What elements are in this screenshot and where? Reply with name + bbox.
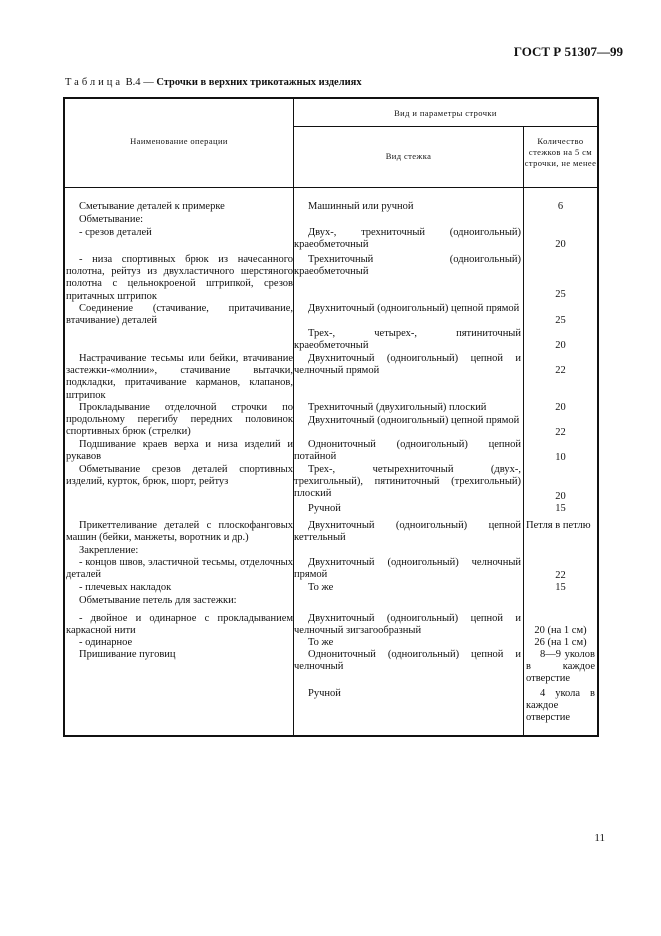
stitch-hand-a: Ручной — [308, 503, 341, 514]
op-buttonhole-heading: Обметывание петель для застежки: — [79, 595, 237, 606]
count-chain-straight-b: 22 — [555, 427, 566, 438]
count-lock-straight: 22 — [555, 570, 566, 581]
count-basting: 6 — [557, 201, 564, 212]
count-blind: 10 — [555, 452, 566, 463]
count-overlock-3-5: 20 — [555, 340, 566, 351]
stitch-chain-lock-1: Однониточный (одноигольный) цепной и челночный — [294, 649, 521, 673]
op-topstitching-tape: Настрачивание тесьмы или бейки, втачивание застежки-«молнии», стачивание вытачки, подкладки, притачивание карманов, клапанов, штрипок — [66, 353, 293, 401]
stitch-chain-2-straight-b: Двухниточный (одноигольный) цепной прямой — [308, 415, 520, 426]
op-fastening-shoulder-pads: - плечевых накладок — [79, 582, 172, 593]
count-shoulder-pads: 15 — [555, 582, 566, 593]
op-fastening-heading: Закрепление: — [79, 545, 139, 556]
stitch-chain-lock-straight: Двухниточный (одноигольный) цепной и челночный прямой — [294, 353, 521, 377]
stitch-chain-2-straight: Двухниточный (одноигольный) цепной прямой — [308, 303, 520, 314]
count-button-machine: 8—9 уколов в каждое отверстие — [526, 649, 595, 685]
stitch-overlock-2-3: Двух-, трехниточный (одноигольный) краеобметочный — [294, 227, 521, 251]
stitch-lock-straight: Двухниточный (одноигольный) челночный прямой — [294, 557, 521, 581]
count-buttonhole-single: 26 (на 1 см) — [534, 637, 587, 648]
count-linking: Петля в петлю — [526, 520, 591, 531]
op-overcasting-cuts: - срезов деталей — [79, 227, 152, 238]
header-stitch-group: Вид и параметры строчки — [394, 108, 497, 118]
stitch-same-a: То же — [308, 582, 334, 593]
stitch-overlock-3-5: Трех-, четырех-, пятиниточный краеобметочный — [294, 328, 521, 352]
op-hemming: Подшивание краев верха и низа изделий и рукавов — [66, 439, 293, 463]
op-fastening-seam-ends: - концов швов, эластичной тесьмы, отделочных деталей — [66, 557, 293, 581]
stitch-zigzag: Двухниточный (одноигольный) цепной и челночный зигзагообразный — [294, 613, 521, 637]
stitch-overlock-3: Трехниточный (одноигольный) краеобметочный — [294, 254, 521, 278]
count-overlock-2-3: 20 — [555, 239, 566, 250]
op-linking: Прикеттеливание деталей с плоскофанговых машин (бейки, манжеты, воротник и др.) — [66, 520, 293, 544]
caption-dash: — — [143, 77, 154, 88]
header-stitch-count: Количество стежков на 5 см строчки, не менее — [524, 136, 597, 168]
stitch-hand-b: Ручной — [308, 688, 341, 699]
header-subdivider — [293, 126, 597, 127]
count-overlock-3: 25 — [555, 289, 566, 300]
count-hand-a: 15 — [555, 503, 566, 514]
table-caption — [65, 77, 362, 88]
caption-title: Строчки в верхних трикотажных изделиях — [156, 77, 362, 88]
op-overcasting-heading: Обметывание: — [79, 214, 144, 225]
page-number: 11 — [594, 832, 605, 844]
stitch-table — [63, 97, 599, 737]
count-chain-straight: 25 — [555, 315, 566, 326]
stitch-same-b: То же — [308, 637, 334, 648]
count-flat-multi: 20 — [555, 491, 566, 502]
op-joining: Соединение (стачивание, притачивание, втачивание) деталей — [66, 303, 293, 327]
stitch-flat-multi: Трех-, четырехниточный (двух-, трехигольный), пятиниточный (трехигольный) плоский — [294, 464, 521, 500]
document-id: ГОСТ Р 51307—99 — [513, 44, 623, 59]
op-buttonhole-single: - одинарное — [79, 637, 133, 648]
stitch-blind-1: Однониточный (одноигольный) цепной потайной — [294, 439, 521, 463]
op-overcasting-trousers-hem: - низа спортивных брюк из начесанного полотна, рейтуз из двухластичного шерстяного полотна с цельнокроеной штрипкой, срезов притачных штрипок — [66, 254, 293, 302]
count-zigzag: 20 (на 1 см) — [534, 625, 587, 636]
op-overcasting-sport: Обметывание срезов деталей спортивных изделий, курток, брюк, шорт, рейтуз — [66, 464, 293, 488]
count-flat-3: 20 — [555, 402, 566, 413]
caption-number: В.4 — [125, 77, 141, 88]
stitch-chain-linking: Двухниточный (одноигольный) цепной кеттельный — [294, 520, 521, 544]
count-button-hand: 4 укола в каждое отверстие — [526, 688, 595, 724]
op-button-sewing: Пришивание пуговиц — [79, 649, 176, 660]
op-basting: Сметывание деталей к примерке — [79, 201, 225, 212]
op-decorative-stitch: Прокладывание отделочной строчки по продольному перегибу передних половинок спортивных брюк (стрелки) — [66, 402, 293, 438]
stitch-flat-3: Трехниточный (двухигольный) плоский — [308, 402, 487, 413]
stitch-machine-or-hand: Машинный или ручной — [308, 201, 414, 212]
op-buttonhole-double: - двойное и одинарное с прокладыванием каркасной нити — [66, 613, 293, 637]
header-stitch-type: Вид стежка — [385, 151, 432, 161]
caption-prefix: Таблица — [65, 77, 124, 88]
header-bottom-line — [65, 187, 597, 188]
header-operation: Наименование операции — [130, 136, 228, 146]
count-chain-lock: 22 — [555, 365, 566, 376]
